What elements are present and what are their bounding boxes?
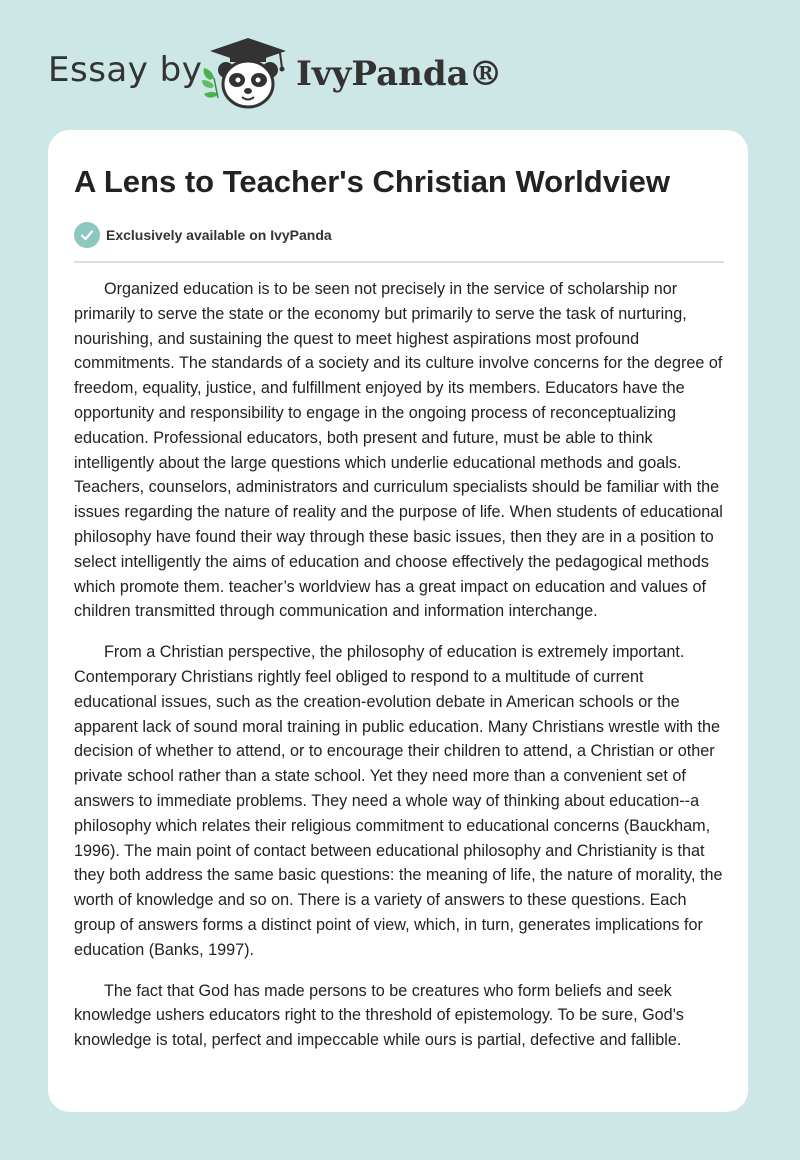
essay-paragraph: From a Christian perspective, the philosophy of education is extremely important. Contemporary Christians rightly feel obliged to respond to a multitude of current educational issues, such as the creation-evolution debate in American schools or the apparent lack of sound moral training in public education. Many Christians wrestle with the decision of whether to attend, or to encourage their children to attend, a Christian or other private school rather than a state school. Yet they need more than a convenient set of answers to immediate problems. They need a whole way of thinking about education--a philosophy which relates their religious commitment to educational concerns (Bauckham, 1996). The main point of contact between educational philosophy and Christianity is that they both address the same basic questions: the meaning of life, the nature of morality, the worth of knowledge and so on. There is a variety of answers to these questions. Each group of answers forms a distinct point of view, which, in turn, generates implications for education (Banks, 1997). (74, 643, 723, 959)
essay-paragraph: The fact that God has made persons to be creatures who form beliefs and seek knowledge ushers educators right to the threshold of epistemology. To be sure, God's knowledge is total, perfect and impeccable while ours is partial, defective and fallible. (74, 981, 684, 1050)
essay-card (48, 130, 748, 1112)
site-header (0, 0, 800, 130)
panda-graduate-icon[interactable] (200, 36, 296, 110)
essay-paragraph: Organized education is to be seen not precisely in the service of scholarship nor primarily to serve the state or the economy but primarily to serve the task of nurturing, nourishing, and sustaining the quest to meet highest aspirations most profound commitments. The standards of a society and its culture involve concerns for the degree of freedom, equality, justice, and fulfillment enjoyed by its members. Educators have the opportunity and responsibility to engage in the ongoing process of reconceptualizing education. Professional educators, both present and future, must be able to think intelligently about the large questions which underlie educational methods and goals. Teachers, counselors, administrators and curriculum specialists should be familiar with the issues regarding the nature of reality and the purpose of life. When students of educational philosophy have found their way through these basic issues, then they are in a position to select intelligently the aims of education and choose effectively the pedagogical methods which promote them. teacher’s worldview has a great impact on education and values of children transmitted through communication and information interchange. (74, 280, 723, 621)
availability-badge-label: Exclusively available on IvyPanda (106, 227, 332, 243)
check-circle-icon (74, 222, 100, 248)
divider (74, 261, 724, 263)
brand-name[interactable]: IvyPanda® (296, 54, 503, 94)
brand-prefix: Essay by (48, 50, 203, 90)
availability-badge (74, 222, 332, 248)
page-title: A Lens to Teacher's Christian Worldview (74, 164, 670, 199)
essay-body (74, 277, 726, 1069)
